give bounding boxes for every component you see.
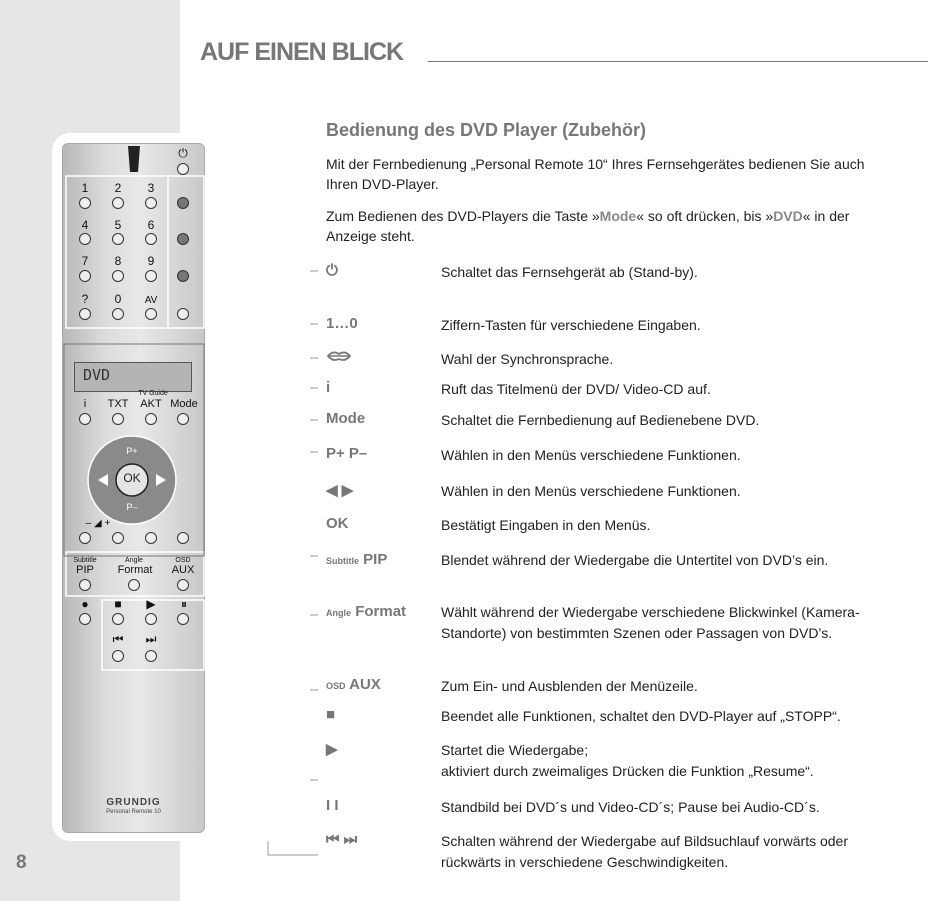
remote-ear-button[interactable] [177,308,189,320]
remote-stop-icon: ■ [114,597,122,611]
remote-txt-label: TXT [107,398,129,410]
remote-akt-button[interactable] [145,413,157,425]
remote-digit-3-label: 3 [147,181,155,195]
key-stop: ■ [326,706,336,723]
section-title: Bedienung des DVD Player (Zubehör) [326,120,647,140]
remote-pip-label: PIP [76,564,94,576]
remote-aux-button[interactable] [177,579,189,591]
remote-skip-back-button[interactable] [112,650,124,662]
desc-power: Schaltet das Fernsehgerät ab (Stand-by). [441,264,698,280]
desc-left-right: Wählen in den Menüs verschiedene Funktionen. [441,483,741,499]
key-subtitle-pip: Subtitle PIP [326,551,388,568]
remote-digit-9-button[interactable] [145,270,157,282]
remote-angle-label: Angle [125,557,143,564]
remote-skip-back-icon: ⏮ [112,632,124,646]
key-pause: I I [326,797,339,814]
dvd-highlight: DVD [773,208,803,224]
remote-av-button[interactable] [145,308,157,320]
remote-stop-button[interactable] [112,613,124,625]
remote-digit-4-label: 4 [81,218,89,232]
remote-akt-label: AKT [140,398,162,410]
desc-mode: Schaltet die Fernbedienung auf Bedienebene DVD. [441,412,760,428]
remote-digit-8-button[interactable] [112,270,124,282]
remote-skip-forward-button[interactable] [145,650,157,662]
remote-pause-button[interactable] [177,613,189,625]
remote-timer-button[interactable] [177,233,189,245]
remote-txt-button[interactable] [112,413,124,425]
key-power-icon: ⏻ [326,262,338,279]
remote-question-label: ? [81,292,89,306]
remote-play-icon: ▶ [146,597,156,611]
remote-ok-button[interactable]: OK [123,471,141,485]
remote-pause-icon: ⏸ [180,597,187,611]
remote-digit-2-label: 2 [114,181,122,195]
remote-digit-8-label: 8 [114,254,122,268]
remote-skip-forward-icon: ⏭ [145,632,157,646]
remote-mute-button[interactable] [145,532,157,544]
remote-vol-plus-button[interactable] [112,532,124,544]
key-ok: OK [326,515,349,532]
desc-language: Wahl der Synchronsprache. [441,351,614,367]
desc-pause: Standbild bei DVD´s und Video-CD´s; Pause bei Audio-CD´s. [441,799,820,815]
remote-subtitle-label: Subtitle [73,557,97,564]
key-skip: ⏮ ⏭ [326,831,358,848]
remote-digit-3-button[interactable] [145,197,157,209]
intro-paragraph-2: Zum Bedienen des DVD-Players die Taste »Mode« so oft drücken, bis »DVD« in der Anzeige steht. [326,208,850,244]
key-osd-aux: OSD AUX [326,676,381,693]
page-number: 8 [16,852,27,873]
key-angle-format: Angle Format [326,603,407,620]
key-play: ▶ [326,741,338,758]
remote-i-button[interactable] [79,413,91,425]
remote-question-button[interactable] [79,308,91,320]
desc-osd-aux: Zum Ein- und Ausblenden der Menüzeile. [441,678,698,694]
remote-digit-5-button[interactable] [112,233,124,245]
remote-digit-6-button[interactable] [145,233,157,245]
remote-power-icon: ⏻ [178,146,188,160]
remote-digit-4-button[interactable] [79,233,91,245]
remote-i-label: i [83,398,87,410]
remote-digit-0-button[interactable] [112,308,124,320]
remote-digit-7-button[interactable] [79,270,91,282]
remote-eye-button[interactable] [177,197,189,209]
remote-model-name: Personal Remote 10 [106,809,161,815]
remote-digit-6-label: 6 [147,218,155,232]
remote-digit-7-label: 7 [81,254,89,268]
remote-power-button[interactable] [177,163,189,175]
mode-highlight: Mode [599,208,637,224]
remote-aux-label: AUX [171,564,195,576]
remote-digit-2-button[interactable] [112,197,124,209]
remote-digit-1-label: 1 [81,181,89,195]
key-mode: Mode [326,410,366,427]
key-i: i [326,379,331,396]
desc-play: Startet die Wiedergabe; aktiviert durch zweimaliges Drücken die Funktion „Resume“. [441,742,814,779]
remote-tv-guide-label: TV Guide [138,390,168,397]
intro-paragraph-1: Mit der Fernbedienung „Personal Remote 10“ Ihres Fernsehgerätes bedienen Sie auch Ihren DVD-Player. [326,156,865,192]
remote-mode-button[interactable] [177,413,189,425]
desc-ok: Bestätigt Eingaben in den Menüs. [441,517,651,533]
remote-av-label: AV [144,295,158,306]
remote-p-minus-label: P– [126,502,138,512]
remote-display: DVD [74,362,192,392]
remote-p-plus-label: P+ [126,446,138,456]
remote-mode-label: Mode [170,398,198,410]
remote-format-button[interactable] [128,579,140,591]
desc-angle-format: Wählt während der Wiedergabe verschiedene Blickwinkel (Kamera-Standorte) von bestimmten Szenen oder Passagen von DVD’s. [441,604,860,641]
remote-play-button[interactable] [145,613,157,625]
remote-record-icon: ● [81,597,89,611]
remote-vol-minus-button[interactable] [79,532,91,544]
desc-p-plus-minus: Wählen in den Menüs verschiedene Funktionen. [441,447,741,463]
remote-digit-1-button[interactable] [79,197,91,209]
desc-subtitle-pip: Blendet während der Wiedergabe die Untertitel von DVD’s ein. [441,552,829,568]
remote-record-button[interactable] [79,613,91,625]
remote-osd-label: OSD [175,557,191,564]
remote-brand-logo: GRUNDIG [106,797,161,808]
page-title: AUF EINEN BLICK [200,38,404,66]
remote-pip-button[interactable] [79,579,91,591]
remote-lips-button[interactable] [177,270,189,282]
key-digits: 1…0 [326,315,358,332]
desc-stop: Beendet alle Funktionen, schaltet den DVD-Player auf „STOPP“. [441,708,841,724]
key-left-right: ◀ ▶ [326,482,354,499]
remote-volume-label: – ◢ + [85,518,111,529]
remote-format-label: Format [117,564,153,576]
desc-i: Ruft das Titelmenü der DVD/ Video-CD auf. [441,381,711,397]
desc-skip: Schalten während der Wiedergabe auf Bildsuchlauf vorwärts oder rückwärts in verschiedene Geschwindigkeiten. [441,833,849,870]
desc-digits: Ziffern-Tasten für verschiedene Eingaben. [441,317,701,333]
remote-digit-9-label: 9 [147,254,155,268]
remote-digit-0-label: 0 [114,292,122,306]
remote-light-button[interactable] [177,532,189,544]
key-p-plus-minus: P+ P– [326,445,368,462]
remote-digit-5-label: 5 [114,218,122,232]
